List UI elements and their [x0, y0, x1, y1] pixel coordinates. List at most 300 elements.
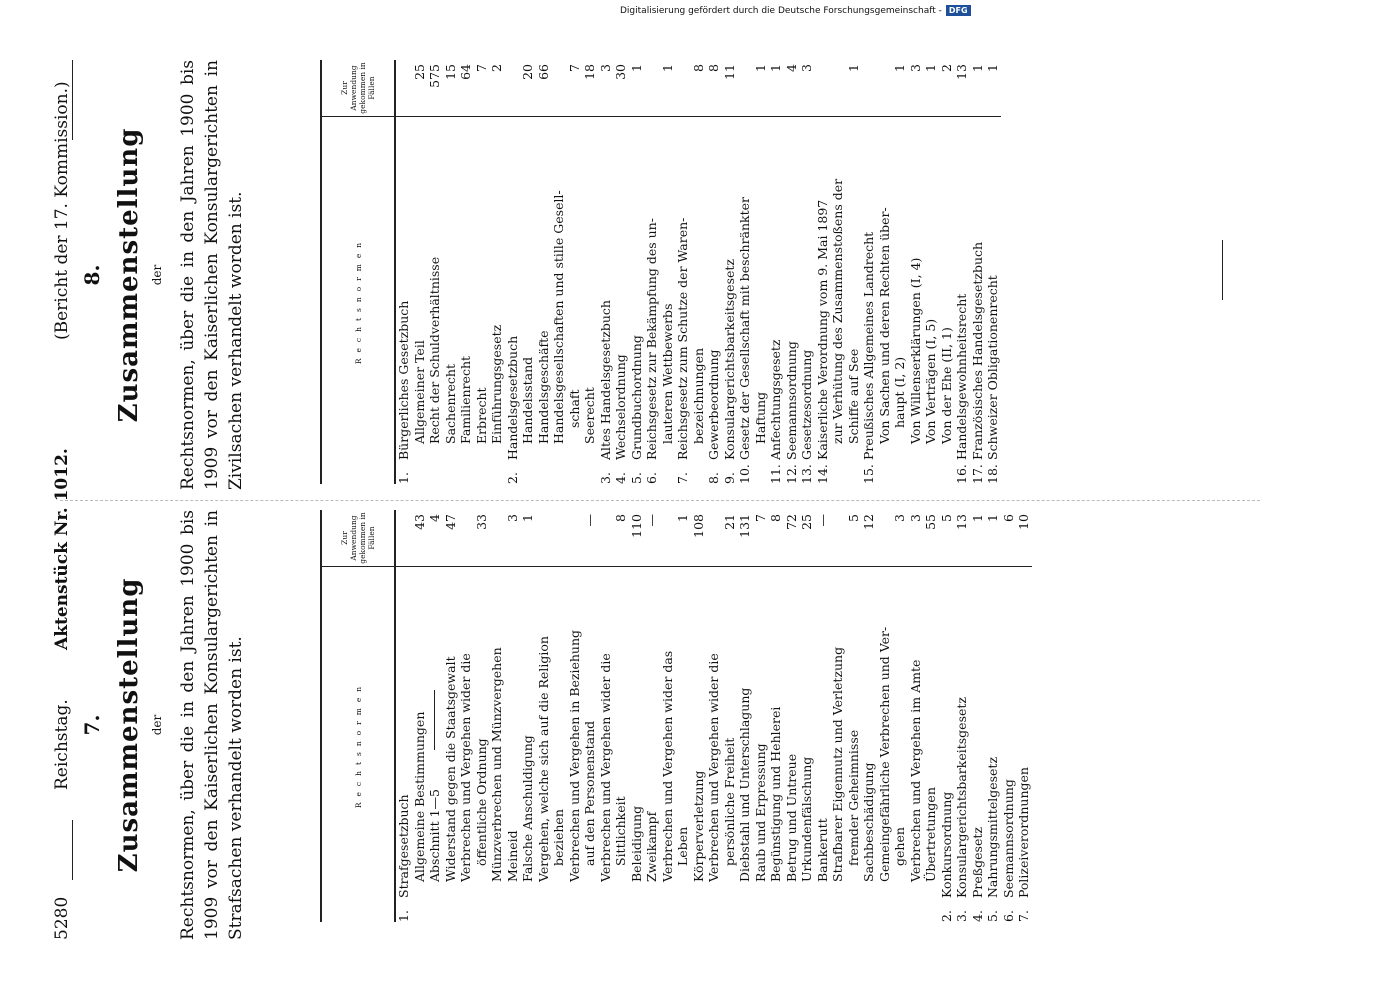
row-value: 3 — [505, 510, 521, 567]
row-number — [892, 460, 908, 484]
row-label: Konsulargerichtsbarkeitsgesetz — [954, 697, 969, 898]
row-value: 3 — [892, 510, 908, 567]
row-value — [458, 510, 474, 567]
row-label: Widerstand gegen die Staatsgewalt — [442, 656, 458, 882]
row-number: 9. — [721, 472, 737, 484]
row-value: 1 — [520, 510, 536, 567]
row-label: Verbrechen und Vergehen in Beziehung — [566, 629, 582, 882]
header-center: Aktenstück Nr. 1012. — [52, 448, 72, 650]
row-number: 14. — [814, 464, 830, 484]
row-label: Reichsgesetz zur Bekämpfung des un- — [644, 218, 659, 460]
row-number — [536, 460, 552, 484]
row-label: öffentliche Ordnung — [473, 738, 489, 866]
row-number: 5. — [628, 472, 644, 484]
row-value: 11 — [722, 60, 738, 117]
row-label: haupt (I, 2) — [892, 356, 907, 428]
row-label: gehen — [892, 827, 907, 866]
row-number — [908, 898, 924, 922]
table-row — [582, 60, 598, 484]
row-number — [706, 898, 722, 922]
section-der: der — [150, 264, 164, 286]
row-label: Raub und Erpressung — [752, 743, 768, 882]
row-value: 8 — [691, 60, 707, 117]
row-label: Bürgerliches Gesetzbuch — [396, 300, 411, 460]
table-row — [567, 510, 583, 922]
row-value: 3 — [908, 60, 924, 117]
row-label: Einführungsgesetz — [489, 324, 504, 444]
row-value — [737, 60, 753, 117]
row-number — [474, 898, 490, 922]
row-label: Kaiserliche Verordnung vom 9. Mai 1897 — [814, 199, 830, 460]
row-value: 575 — [427, 60, 443, 117]
section-der: der — [150, 714, 164, 736]
row-number — [458, 460, 474, 484]
table-row — [412, 510, 428, 922]
row-value: 8 — [706, 60, 722, 117]
row-label: Preßgesetz — [969, 827, 985, 898]
table-row — [784, 510, 800, 922]
table-row — [629, 510, 645, 922]
row-label: Grundbuchordnung — [628, 335, 644, 460]
table-row — [753, 510, 769, 922]
row-number — [675, 898, 691, 922]
row-value: 131 — [737, 510, 753, 567]
row-value: 3 — [799, 60, 815, 117]
table-row — [551, 60, 567, 484]
row-number: 4. — [613, 472, 628, 484]
section-description: Rechtsnormen, über die in den Jahren 1900 bis 1909 vor den Kaiserlichen Konsulargerichten in Zivilsachen verhandelt worden ist. — [178, 60, 246, 490]
row-label: auf den Personenstand — [582, 720, 597, 866]
dfg-logo: DFG — [946, 5, 971, 16]
row-value: 1 — [629, 60, 645, 117]
row-number — [536, 898, 552, 922]
row-label: Haftung — [752, 391, 768, 444]
row-number — [722, 898, 738, 922]
table-row — [520, 510, 536, 922]
table-row — [458, 510, 474, 922]
row-number: 12. — [783, 464, 799, 484]
row-value — [551, 60, 567, 117]
row-label: Handelsstand — [520, 356, 535, 444]
row-value: 3 — [598, 60, 614, 117]
row-number — [474, 460, 490, 484]
table-row — [644, 510, 660, 922]
row-value — [861, 60, 877, 117]
row-label: Schiffe auf See — [845, 348, 861, 444]
row-number — [551, 898, 567, 922]
row-label: Sittlichkeit — [613, 796, 628, 866]
table-row — [598, 510, 614, 922]
row-label: Gemeingefährliche Verbrechen und Ver- — [876, 626, 892, 882]
table-row — [861, 60, 877, 484]
row-value: 1 — [753, 60, 769, 117]
table-row — [753, 60, 769, 484]
row-label: Münzverbrechen und Münzvergehen — [489, 647, 504, 882]
row-value: 13 — [954, 510, 970, 567]
table-row — [395, 60, 412, 484]
table-row — [954, 60, 970, 484]
row-number — [753, 898, 769, 922]
row-label: Allgemeiner Teil — [411, 340, 427, 444]
table-row — [412, 60, 428, 484]
table-row — [815, 510, 831, 922]
row-number — [443, 898, 459, 922]
row-value: 7 — [753, 510, 769, 567]
row-value: 7 — [474, 60, 490, 117]
row-number: 1. — [396, 910, 411, 922]
row-label: Handelsgeschäfte — [535, 330, 551, 444]
row-number — [613, 898, 629, 922]
table-row — [892, 60, 908, 484]
row-number: 16. — [954, 464, 969, 484]
row-value — [675, 60, 691, 117]
row-value: 33 — [474, 510, 490, 567]
table-row — [1016, 510, 1032, 922]
row-number — [567, 460, 583, 484]
table-row — [660, 60, 676, 484]
table-row — [427, 60, 443, 484]
row-number — [815, 898, 831, 922]
table-row — [923, 60, 939, 484]
header-left: Reichstag. — [52, 699, 72, 790]
row-value — [489, 510, 505, 567]
row-number — [598, 898, 614, 922]
table-row — [846, 510, 862, 922]
row-label: beziehen — [551, 809, 566, 866]
row-value: 1 — [985, 510, 1001, 567]
row-number: 2. — [504, 472, 520, 484]
row-number — [846, 460, 862, 484]
row-value — [551, 510, 567, 567]
table-row — [675, 510, 691, 922]
row-value — [567, 510, 583, 567]
row-number: 10. — [737, 464, 752, 484]
row-label: Von der Ehe (II, 1) — [938, 327, 954, 444]
row-label: Recht der Schuldverhältnisse — [427, 256, 442, 444]
row-value — [815, 60, 831, 117]
table-row — [908, 60, 924, 484]
table-row — [706, 60, 722, 484]
table-row — [505, 510, 521, 922]
row-number — [458, 898, 474, 922]
page-number: 5280 — [52, 896, 72, 940]
row-label: Handelsgewohnheitsrecht — [954, 293, 969, 460]
row-value: 110 — [629, 510, 645, 567]
table-row — [474, 510, 490, 922]
table-row — [908, 510, 924, 922]
table-row — [970, 510, 986, 922]
row-label: Altes Handelsgesetzbuch — [597, 300, 613, 460]
row-value — [830, 60, 846, 117]
row-number: 1. — [396, 472, 411, 484]
row-value: — — [815, 510, 831, 567]
row-label: Meineid — [504, 830, 520, 882]
row-number — [505, 898, 521, 922]
row-value: 72 — [784, 510, 800, 567]
row-value: 4 — [427, 510, 443, 567]
row-number: 3. — [597, 472, 613, 484]
row-label: Zweikampf — [644, 811, 659, 882]
table-row — [536, 60, 552, 484]
table-row — [846, 60, 862, 484]
row-label: lauteren Wettbewerbs — [659, 303, 675, 444]
row-label: Gewerbeordnung — [706, 349, 721, 460]
table-row — [443, 60, 459, 484]
row-number — [877, 460, 893, 484]
row-label: Seerecht — [582, 387, 597, 444]
table-row — [799, 60, 815, 484]
table-row — [892, 510, 908, 922]
table-row — [691, 510, 707, 922]
row-label: Handelsgesetzbuch — [504, 335, 520, 460]
row-number: 6. — [644, 472, 659, 484]
row-number — [861, 898, 877, 922]
table-row — [644, 60, 660, 484]
table-row — [768, 510, 784, 922]
row-number — [768, 898, 784, 922]
section-title: Zusammenstellung — [114, 127, 144, 423]
row-number: 7. — [1016, 910, 1031, 922]
row-label: Polizeiverordnungen — [1016, 767, 1031, 898]
row-value: 64 — [458, 60, 474, 117]
row-label: Von Willenserklärungen (I, 4) — [907, 257, 923, 444]
row-label: Nahrungsmittelgesetz — [985, 756, 1000, 898]
row-number: 17. — [969, 464, 985, 484]
row-value: 1 — [768, 60, 784, 117]
table-row — [861, 510, 877, 922]
table-row — [799, 510, 815, 922]
row-label: Wechselordnung — [613, 354, 628, 460]
table-row — [954, 510, 970, 922]
row-value: 21 — [722, 510, 738, 567]
row-value — [830, 510, 846, 567]
row-value: 2 — [939, 60, 955, 117]
row-label: Abschnitt 1—5 — [427, 789, 442, 882]
row-number — [799, 898, 815, 922]
row-value: 1 — [985, 60, 1001, 117]
section-number: 8. — [80, 264, 104, 286]
row-value: 1 — [892, 60, 908, 117]
row-value: 55 — [923, 510, 939, 567]
row-label: Urkundenfälschung — [799, 756, 814, 882]
row-value — [598, 510, 614, 567]
row-number — [737, 898, 753, 922]
row-number — [412, 898, 428, 922]
table-row — [582, 510, 598, 922]
table-row — [815, 60, 831, 484]
row-value: 6 — [1001, 510, 1017, 567]
row-number — [567, 898, 583, 922]
row-number — [412, 460, 428, 484]
table-row — [536, 510, 552, 922]
table-row — [1001, 510, 1017, 922]
section-description: Rechtsnormen, über die in den Jahren 1900 bis 1909 vor den Kaiserlichen Konsulargerichten in Strafsachen verhandelt worden ist. — [178, 510, 246, 940]
table-8 — [320, 60, 1001, 484]
row-number — [520, 460, 536, 484]
row-number — [427, 460, 443, 484]
table-row — [939, 60, 955, 484]
row-number — [691, 460, 707, 484]
table-row — [877, 510, 893, 922]
table-row — [675, 60, 691, 484]
row-number — [784, 898, 800, 922]
row-number — [830, 898, 846, 922]
row-label: Strafbarer Eigennutz und Verletzung — [830, 646, 845, 882]
row-value: — — [582, 510, 598, 567]
table-row — [722, 60, 738, 484]
row-label: Handelsgesellschaften und stille Gesell- — [551, 190, 566, 444]
row-value: 1 — [923, 60, 939, 117]
row-label: Reichsgesetz zum Schutze der Waren- — [675, 217, 690, 460]
col-header-label: Rechtsnormen — [322, 567, 395, 923]
row-label: Verbrechen und Vergehen im Amte — [907, 659, 923, 882]
row-label: Beleidigung — [628, 805, 644, 882]
row-number — [629, 898, 645, 922]
row-value: 1 — [970, 510, 986, 567]
table-row — [567, 60, 583, 484]
row-value: 13 — [954, 60, 970, 117]
row-label: Falsche Anschuldigung — [520, 735, 535, 882]
row-value — [877, 60, 893, 117]
row-number: 5. — [985, 910, 1000, 922]
row-label: Diebstahl und Unterschlagung — [737, 687, 752, 882]
row-label: Familienrecht — [458, 355, 473, 444]
table-row — [660, 510, 676, 922]
row-value: 25 — [412, 60, 428, 117]
row-value: 5 — [846, 510, 862, 567]
row-label: persönliche Freiheit — [721, 737, 737, 866]
table-row — [443, 510, 459, 922]
row-value: 3 — [908, 510, 924, 567]
row-label: Sachbeschädigung — [861, 762, 876, 882]
row-label: Bankerutt — [814, 818, 830, 882]
row-number — [489, 460, 505, 484]
row-value — [660, 510, 676, 567]
row-label: Übertretungen — [923, 787, 938, 882]
row-number — [582, 460, 598, 484]
row-value: 1 — [846, 60, 862, 117]
table-row — [629, 60, 645, 484]
col-header-label: Rechtsnormen — [322, 117, 395, 485]
row-number: 2. — [938, 910, 954, 922]
row-label: Sachenrecht — [442, 364, 458, 444]
row-number: 7. — [675, 472, 690, 484]
row-label: Verbrechen und Vergehen wider das — [659, 650, 675, 882]
row-label: Begünstigung und Hehlerei — [768, 706, 783, 882]
table-row — [985, 60, 1001, 484]
row-value: — — [644, 510, 660, 567]
row-value — [395, 60, 412, 117]
row-label: Von Sachen und deren Rechten über- — [876, 207, 892, 444]
row-label: Allgemeine Bestimmungen — [411, 711, 427, 882]
table-row — [985, 510, 1001, 922]
row-number: 18. — [985, 464, 1000, 484]
digitization-credit — [620, 5, 971, 16]
row-value: 8 — [768, 510, 784, 567]
row-number: 15. — [861, 464, 876, 484]
row-label: Konsulargerichtsbarkeitsgesetz — [721, 259, 737, 460]
header-right: (Bericht der 17. Kommission.) — [52, 81, 72, 340]
table-row — [613, 60, 629, 484]
table-row — [830, 60, 846, 484]
row-label: Gesetzesordnung — [799, 349, 814, 460]
table-row — [551, 510, 567, 922]
row-value: 10 — [1016, 510, 1032, 567]
row-number: 8. — [706, 472, 721, 484]
row-value: 47 — [443, 510, 459, 567]
row-value: 43 — [412, 510, 428, 567]
row-label: Vergehen, welche sich auf die Religion — [535, 636, 551, 882]
table-row — [737, 510, 753, 922]
row-value: 20 — [520, 60, 536, 117]
row-value: 2 — [489, 60, 505, 117]
row-number — [908, 460, 924, 484]
row-number — [753, 460, 769, 484]
row-number — [923, 460, 939, 484]
section-number: 7. — [80, 714, 104, 736]
row-label: Seemannsordnung — [783, 341, 799, 460]
row-number — [660, 460, 676, 484]
row-label: Konkursordnung — [938, 791, 954, 898]
table-row — [598, 60, 614, 484]
section-7 — [80, 510, 248, 940]
table-7 — [320, 510, 1032, 922]
row-value: 108 — [691, 510, 707, 567]
row-label: Betrug und Untreue — [783, 753, 799, 882]
row-number — [846, 898, 862, 922]
row-label: Leben — [675, 826, 690, 866]
row-number — [877, 898, 893, 922]
row-number — [923, 898, 939, 922]
row-label: Verbrechen und Vergehen wider die — [597, 653, 613, 882]
section-title: Zusammenstellung — [114, 577, 144, 873]
table-row — [939, 510, 955, 922]
row-value — [706, 510, 722, 567]
row-value — [644, 60, 660, 117]
row-number — [939, 460, 955, 484]
row-value: 7 — [567, 60, 583, 117]
row-label: Von Verträgen (I, 5) — [923, 318, 938, 444]
row-label: Schweizer Obligationenrecht — [985, 275, 1000, 460]
row-label: fremder Geheimnisse — [845, 729, 861, 866]
table-row — [691, 60, 707, 484]
table-row — [923, 510, 939, 922]
row-number: 4. — [969, 910, 985, 922]
section-8 — [80, 60, 248, 490]
row-value: 4 — [784, 60, 800, 117]
row-label: Körperverletzung — [690, 770, 706, 882]
table-row — [706, 510, 722, 922]
row-number — [427, 898, 443, 922]
row-label: Französisches Handelsgesetzbuch — [969, 241, 985, 460]
row-number — [443, 460, 459, 484]
row-label: zur Verhütung des Zusammenstoßens der — [830, 178, 845, 444]
table-row — [489, 60, 505, 484]
row-value: 18 — [582, 60, 598, 117]
row-number: 3. — [954, 910, 969, 922]
table-row — [722, 510, 738, 922]
row-label: Erbrecht — [473, 387, 489, 444]
table-row — [520, 60, 536, 484]
row-value: 1 — [970, 60, 986, 117]
table-row — [970, 60, 986, 484]
row-number — [582, 898, 598, 922]
table-row — [395, 510, 412, 922]
table-row — [784, 60, 800, 484]
row-value — [536, 510, 552, 567]
row-number — [691, 898, 707, 922]
row-label: schaft — [566, 389, 582, 428]
